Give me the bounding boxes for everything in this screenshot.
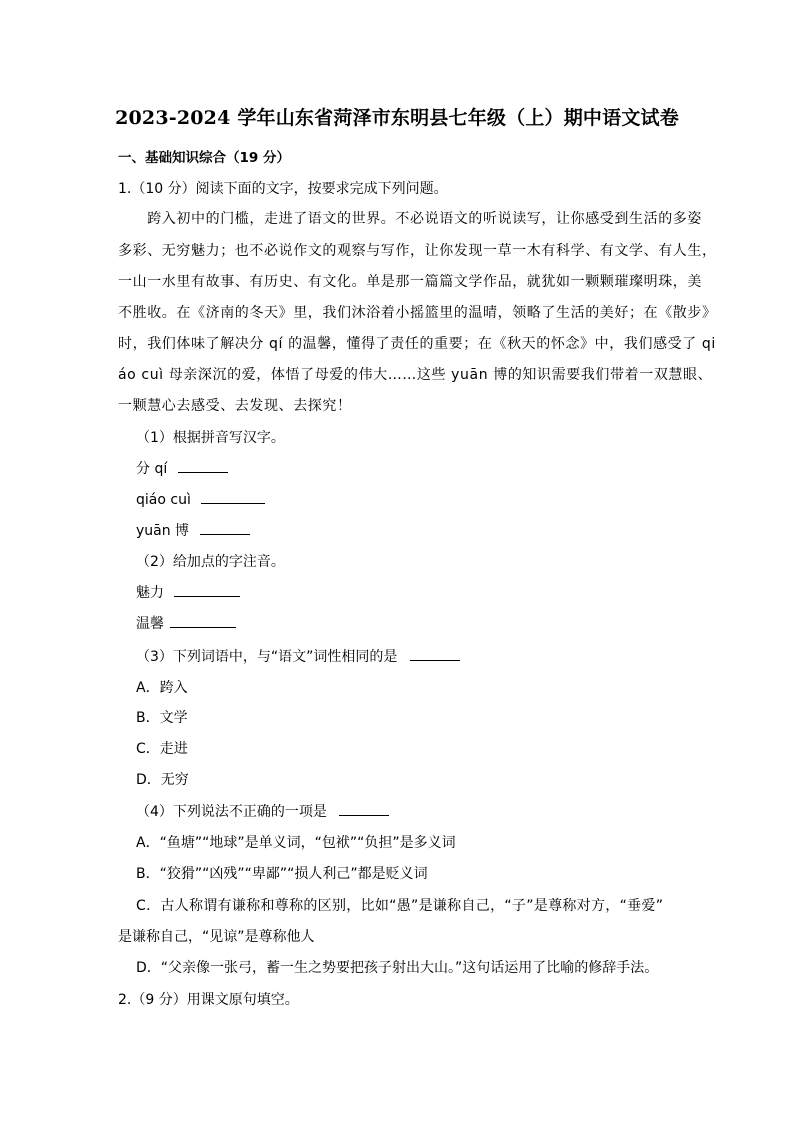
answer-blank[interactable] — [178, 458, 228, 473]
pinyin-item-1 — [136, 458, 228, 478]
section-heading: 一、基础知识综合（19 分） — [118, 150, 290, 166]
option-c[interactable]: C．走进 — [136, 741, 188, 757]
question-2-header: 2.（9 分）用课文原句填空。 — [118, 992, 299, 1008]
exam-title: 2023-2024 学年山东省菏泽市东明县七年级（上）期中语文试卷 — [115, 107, 679, 129]
option-a[interactable]: A．“鱼塘”“地球”是单义词，“包袱”“负担”是多义词 — [136, 835, 456, 851]
passage-line-4: 不胜收。在《济南的冬天》里，我们沐浴着小摇篮里的温晴，领略了生活的美好；在《散步》 — [118, 305, 717, 321]
passage-line-6: áo cuì 母亲深沉的爱，体悟了母爱的伟大……这些 yuān 博的知识需要我们带着一双慧眼、 — [118, 367, 713, 383]
option-b[interactable]: B．文学 — [136, 710, 188, 726]
option-c[interactable]: C．古人称谓有谦称和尊称的区别，比如“愚”是谦称自己，“子”是尊称对方，“垂爱” — [136, 898, 664, 914]
answer-blank[interactable] — [201, 489, 265, 504]
phonetic-item-label: 温馨 — [136, 616, 164, 632]
option-d[interactable]: D．无穷 — [136, 772, 189, 788]
answer-blank[interactable] — [174, 582, 240, 597]
question-1-header: 1.（10 分）阅读下面的文字，按要求完成下列问题。 — [118, 181, 448, 197]
option-c-continued: 是谦称自己，“见谅”是尊称他人 — [118, 929, 315, 945]
phonetic-item-2 — [136, 613, 236, 633]
passage-line-7: 一颗慧心去感受、去发现、去探究！ — [118, 398, 352, 414]
answer-blank[interactable] — [170, 613, 236, 628]
passage-line-3: 一山一水里有故事、有历史、有文化。单是那一篇篇文学作品，就犹如一颗颗璀璨明珠，美 — [118, 274, 702, 290]
pinyin-item-label: 分 qí — [136, 461, 168, 477]
sub-question-2: （2）给加点的字注音。 — [136, 554, 285, 570]
passage-line-5: 时，我们体味了解决分 qí 的温馨，懂得了责任的重要；在《秋天的怀念》中，我们感受了 qi — [118, 336, 716, 352]
sub-question-4 — [136, 801, 389, 821]
sub-question-4-text: （4）下列说法不正确的一项是 — [136, 804, 327, 820]
answer-blank[interactable] — [339, 801, 389, 816]
passage-line-1: 跨入初中的门槛，走进了语文的世界。不必说语文的听说读写，让你感受到生活的多姿 — [118, 211, 702, 227]
phonetic-item-1 — [136, 582, 240, 602]
option-a[interactable]: A．跨入 — [136, 680, 188, 696]
phonetic-item-label: 魅力 — [136, 585, 164, 601]
pinyin-item-2 — [136, 489, 265, 508]
answer-blank[interactable] — [410, 646, 460, 661]
option-d[interactable]: D．“父亲像一张弓，蓄一生之势要把孩子射出大山。”这句话运用了比喻的修辞手法。 — [136, 960, 659, 976]
passage-line-2: 多彩、无穷魅力；也不必说作文的观察与写作，让你发现一草一木有科学、有文学、有人生， — [118, 243, 717, 259]
pinyin-item-label: yuān 博 — [136, 523, 190, 539]
answer-blank[interactable] — [200, 520, 250, 535]
sub-question-3 — [136, 646, 460, 666]
sub-question-1: （1）根据拼音写汉字。 — [136, 430, 285, 446]
pinyin-item-3 — [136, 520, 250, 540]
option-b[interactable]: B．“狡猾”“凶残”“卑鄙”“损人利己”都是贬义词 — [136, 866, 428, 882]
sub-question-3-text: （3）下列词语中，与“语文”词性相同的是 — [136, 649, 398, 665]
pinyin-item-label: qiáo cuì — [136, 492, 191, 508]
